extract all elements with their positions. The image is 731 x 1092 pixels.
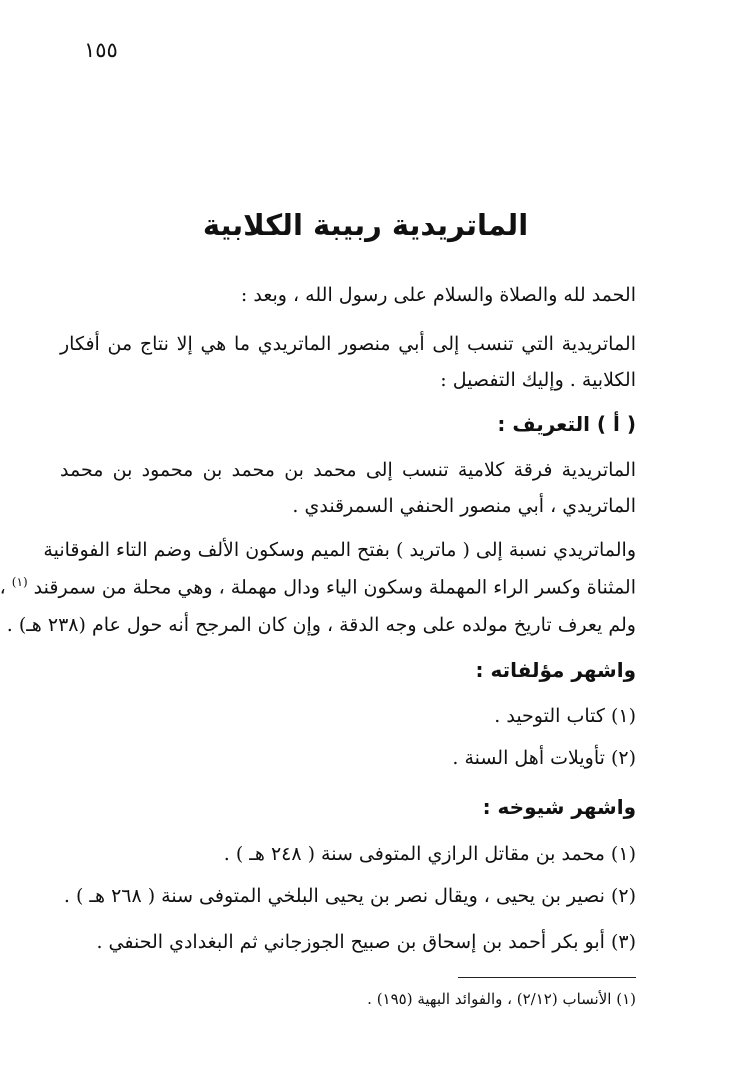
works-heading: واشهر مؤلفاته : xyxy=(475,658,636,682)
intro-line: الحمد لله والصلاة والسلام على رسول الله ، وبعد : xyxy=(240,284,636,306)
page-number: ١٥٥ xyxy=(84,38,118,62)
para2-line1: الماتريدية فرقة كلامية تنسب إلى محمد بن محمد بن محمود بن محمد xyxy=(60,459,636,481)
para3-line1: والماتريدي نسبة إلى ( ماتريد ) بفتح الميم وسكون الألف وضم التاء الفوقانية xyxy=(43,539,636,561)
works-item-2: (٢) تأويلات أهل السنة . xyxy=(452,747,636,769)
para3-line3: ولم يعرف تاريخ مولده على وجه الدقة ، وإن كان المرجح أنه حول عام (٢٣٨ هـ) . xyxy=(6,614,636,636)
teachers-item-3: (٣) أبو بكر أحمد بن إسحاق بن صبيح الجوزجاني ثم البغدادي الحنفي . xyxy=(96,931,636,953)
para3-line2-tail: ، xyxy=(0,576,6,599)
para2-line2: الماتريدي ، أبي منصور الحنفي السمرقندي . xyxy=(292,495,636,517)
footnote: (١) الأنساب (٢/١٢) ، والفوائد البهية (١٩٥) . xyxy=(367,990,636,1008)
teachers-heading: واشهر شيوخه : xyxy=(482,795,636,819)
para3-line2 xyxy=(0,575,636,599)
para1-line1: الماتريدية التي تنسب إلى أبي منصور الماتريدي ما هي إلا نتاج من أفكار xyxy=(60,333,636,355)
footnote-ref: (١) xyxy=(11,575,28,589)
para1-line2: الكلابية . وإليك التفصيل : xyxy=(440,369,636,391)
section-a-heading: ( أ ) التعريف : xyxy=(497,412,636,436)
page-title: الماتريدية ربيبة الكلابية xyxy=(202,208,529,242)
footnote-divider xyxy=(458,977,636,978)
teachers-item-2: (٢) نصير بن يحيى ، ويقال نصر بن يحيى البلخي المتوفى سنة ( ٢٦٨ هـ ) . xyxy=(63,885,636,907)
para3-line2-text: المثناة وكسر الراء المهملة وسكون الياء ودال مهملة ، وهي محلة من سمرقند xyxy=(33,576,636,599)
teachers-item-1: (١) محمد بن مقاتل الرازي المتوفى سنة ( ٢٤٨ هـ ) . xyxy=(223,843,636,865)
works-item-1: (١) كتاب التوحيد . xyxy=(494,705,636,727)
